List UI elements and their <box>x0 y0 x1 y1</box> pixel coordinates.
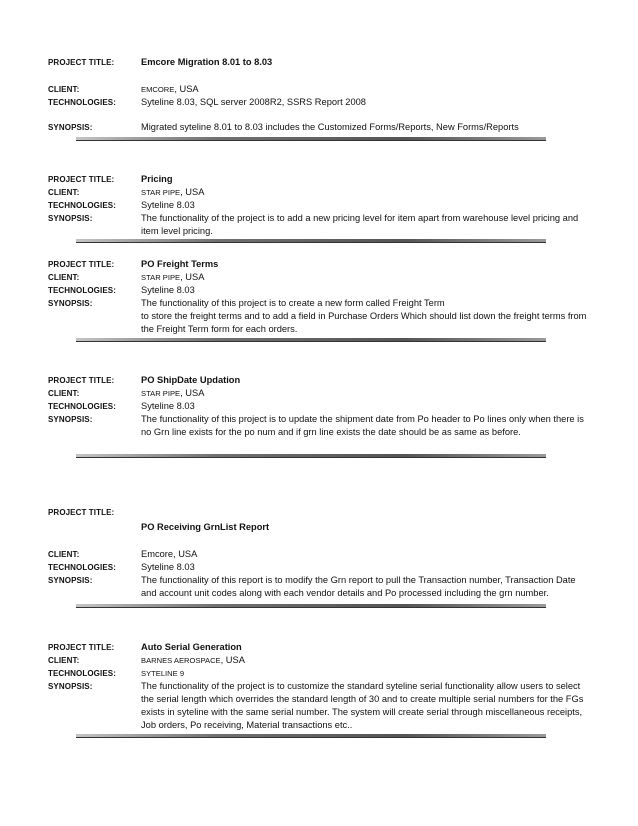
project-title-value: Emcore Migration 8.01 to 8.03 <box>141 57 273 67</box>
section-divider <box>76 734 546 738</box>
client-label: CLIENT: <box>48 188 80 197</box>
synopsis-row <box>48 413 588 439</box>
synopsis-label: SYNOPSIS: <box>48 576 93 585</box>
client-label: CLIENT: <box>48 273 80 282</box>
project-title-value: Auto Serial Generation <box>141 642 242 652</box>
synopsis-label: SYNOPSIS: <box>48 299 93 308</box>
technologies-value: Syteline 8.03 <box>141 200 195 210</box>
technologies-row <box>48 667 588 680</box>
section-divider <box>76 604 546 608</box>
client-value: STAR PIPE, USA <box>141 272 205 282</box>
project-title-row <box>48 56 588 69</box>
project-title-row <box>48 374 588 387</box>
synopsis-value: The functionality of the project is to add a new pricing level for item apart from warehouse level pricing and item level pricing. <box>141 213 579 236</box>
technologies-label: TECHNOLOGIES: <box>48 201 116 210</box>
client-row <box>48 83 588 96</box>
project-title-row <box>48 173 588 186</box>
synopsis-value: The functionality of this report is to modify the Grn report to pull the Transaction number, Transaction Date and account unit codes along with each vendor details and Po processed including the grn number. <box>141 575 576 598</box>
client-value: EMCORE, USA <box>141 84 199 94</box>
technologies-label: TECHNOLOGIES: <box>48 669 116 678</box>
technologies-label: TECHNOLOGIES: <box>48 563 116 572</box>
project-title-label: PROJECT TITLE: <box>48 58 115 67</box>
technologies-row <box>48 199 588 212</box>
client-row <box>48 387 588 400</box>
synopsis-row <box>48 574 588 600</box>
project-title-label: PROJECT TITLE: <box>48 643 115 652</box>
section-divider <box>76 338 546 342</box>
technologies-value: SYTELINE 9 <box>141 669 185 678</box>
project-title-value: Pricing <box>141 174 173 184</box>
client-value: BARNES AEROSPACE, USA <box>141 655 245 665</box>
synopsis-label: SYNOPSIS: <box>48 682 93 691</box>
technologies-row <box>48 400 588 413</box>
synopsis-row <box>48 212 588 238</box>
client-row <box>48 271 588 284</box>
project-5 <box>48 506 588 600</box>
technologies-label: TECHNOLOGIES: <box>48 286 116 295</box>
synopsis-label: SYNOPSIS: <box>48 214 93 223</box>
client-row <box>48 186 588 199</box>
project-title-row <box>48 641 588 654</box>
client-label: CLIENT: <box>48 85 80 94</box>
technologies-row <box>48 284 588 297</box>
section-divider <box>76 239 546 243</box>
project-title-label: PROJECT TITLE: <box>48 175 115 184</box>
project-title-value: PO ShipDate Updation <box>141 375 241 385</box>
project-title-label: PROJECT TITLE: <box>48 260 115 269</box>
project-title-row <box>48 258 588 271</box>
synopsis-row <box>48 680 588 732</box>
section-divider <box>76 454 546 458</box>
synopsis-line: The functionality of this project is to create a new form called Freight Term <box>141 298 445 308</box>
client-label: CLIENT: <box>48 389 80 398</box>
technologies-row <box>48 561 588 574</box>
client-value: STAR PIPE, USA <box>141 187 205 197</box>
synopsis-value: The functionality of the project is to customize the standard syteline serial functionality allow users to select the serial length which overrides the standard length of 30 and to create multiple serial numbers for the FGs exists in syteline with the same serial number. The system will create serial through miscellaneous receipts, Job orders, Po receiving, Material transactions etc.. <box>141 681 584 730</box>
project-1 <box>48 56 588 134</box>
project-title-row <box>48 506 588 519</box>
technologies-label: TECHNOLOGIES: <box>48 98 116 107</box>
project-4 <box>48 374 588 439</box>
synopsis-label: SYNOPSIS: <box>48 123 93 132</box>
synopsis-value <box>141 297 588 336</box>
synopsis-line: to store the freight terms and to add a field in Purchase Orders Which should list down the freight terms from the Freight Term form for each orders. <box>141 311 587 334</box>
technologies-value: Syteline 8.03, SQL server 2008R2, SSRS Report 2008 <box>141 97 366 107</box>
client-label: CLIENT: <box>48 550 80 559</box>
project-3 <box>48 258 588 336</box>
synopsis-row <box>48 297 588 336</box>
technologies-value: Syteline 8.03 <box>141 285 195 295</box>
technologies-row <box>48 96 588 109</box>
synopsis-row <box>48 121 588 134</box>
client-label: CLIENT: <box>48 656 80 665</box>
project-6 <box>48 641 588 732</box>
client-row <box>48 654 588 667</box>
project-title-label: PROJECT TITLE: <box>48 508 115 517</box>
client-value: Emcore, USA <box>141 549 198 559</box>
technologies-value: Syteline 8.03 <box>141 562 195 572</box>
client-row <box>48 548 588 561</box>
project-title-value-row <box>48 521 588 534</box>
project-2 <box>48 173 588 238</box>
client-value: STAR PIPE, USA <box>141 388 205 398</box>
synopsis-label: SYNOPSIS: <box>48 415 93 424</box>
project-title-value: PO Receiving GrnList Report <box>141 522 270 532</box>
project-title-label: PROJECT TITLE: <box>48 376 115 385</box>
synopsis-value: The functionality of this project is to update the shipment date from Po header to Po lines only when there is no Grn line exists for the po num and if grn line exists the date should be as same as before. <box>141 414 584 437</box>
project-title-value: PO Freight Terms <box>141 259 219 269</box>
synopsis-value: Migrated syteline 8.01 to 8.03 includes the Customized Forms/Reports, New Forms/Reports <box>141 122 519 132</box>
section-divider <box>76 137 546 141</box>
technologies-value: Syteline 8.03 <box>141 401 195 411</box>
technologies-label: TECHNOLOGIES: <box>48 402 116 411</box>
